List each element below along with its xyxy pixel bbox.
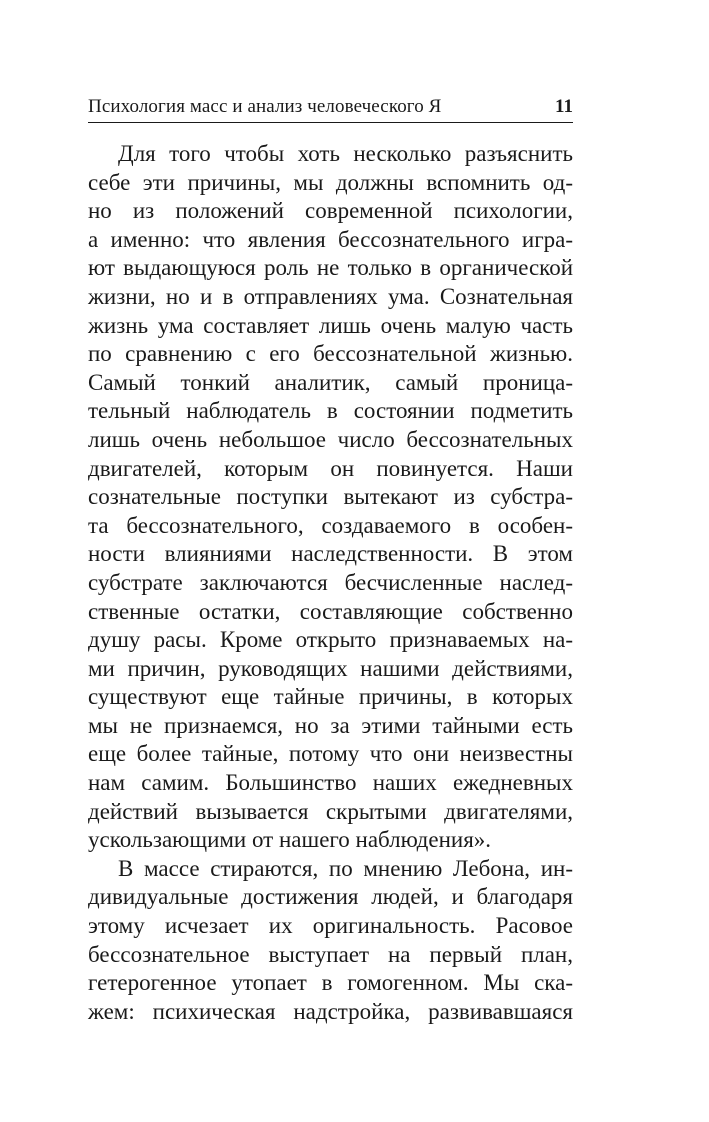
text-line: тельный наблюдатель в состоянии подметить (88, 398, 573, 424)
text-line: жем: психическая надстройка, развивавшаяся (88, 998, 573, 1024)
text-line: действий вызывается скрытыми двигателями, (88, 798, 573, 824)
text-line: а именно: что явления бессознательного игра- (88, 226, 573, 252)
text-line: ми причин, руководящих нашими действиями, (88, 655, 573, 681)
paragraph-1 (88, 140, 573, 855)
text-line: та бессознательного, создаваемого в особен- (88, 512, 573, 538)
text-line: дивидуальные достижения людей, и благодаря (88, 884, 573, 910)
text-line: ственные остатки, составляющие собственно (88, 598, 573, 624)
text-line: Самый тонкий аналитик, самый проница- (88, 369, 573, 395)
text-line: существуют еще тайные причины, в которых (88, 684, 573, 710)
text-line: нам самим. Большинство наших ежедневных (88, 770, 573, 796)
text-line: сознательные поступки вытекают из субстра- (88, 484, 573, 510)
text-line: жизнь ума составляет лишь очень малую часть (88, 312, 573, 338)
text-line: по сравнению с его бессознательной жизнью. (88, 341, 573, 367)
text-line: душу расы. Кроме открыто признаваемых на- (88, 627, 573, 653)
text-line: ют выдающуюся роль не только в органической (88, 255, 573, 281)
running-title: Психология масс и анализ человеческого Я (88, 96, 442, 117)
text-line: еще более тайные, потому что они неизвестны (88, 741, 573, 767)
text-line: этому исчезает их оригинальность. Расовое (88, 913, 573, 939)
text-line: мы не признаемся, но за этими тайными есть (88, 712, 573, 738)
text-line: жизни, но и в отправлениях ума. Сознательная (88, 283, 573, 309)
text-line: лишь очень небольшое число бессознательных (88, 426, 573, 452)
text-line: но из положений современной психологии, (88, 198, 573, 224)
text-line: двигателей, которым он повинуется. Наши (88, 455, 573, 481)
text-line: Для того чтобы хоть несколько разъяснить (118, 141, 573, 166)
page-number: 11 (555, 96, 573, 117)
text-line: ности влияниями наследственности. В этом (88, 541, 573, 567)
text-line: себе эти причины, мы должны вспомнить од- (88, 169, 573, 195)
paragraph-2 (88, 855, 573, 1027)
header-rule (88, 122, 573, 123)
body-text (88, 140, 573, 1026)
text-line: бессознательное выступает на первый план, (88, 941, 573, 967)
text-line: ускользающими от нашего наблюдения». (88, 827, 492, 853)
running-head (88, 93, 573, 121)
text-line: В массе стираются, по мнению Лебона, ин- (118, 855, 573, 881)
text-line: гетерогенное утопает в гомогенном. Мы ска- (88, 970, 573, 996)
text-line: субстрате заключаются бесчисленные наслед- (88, 569, 573, 595)
